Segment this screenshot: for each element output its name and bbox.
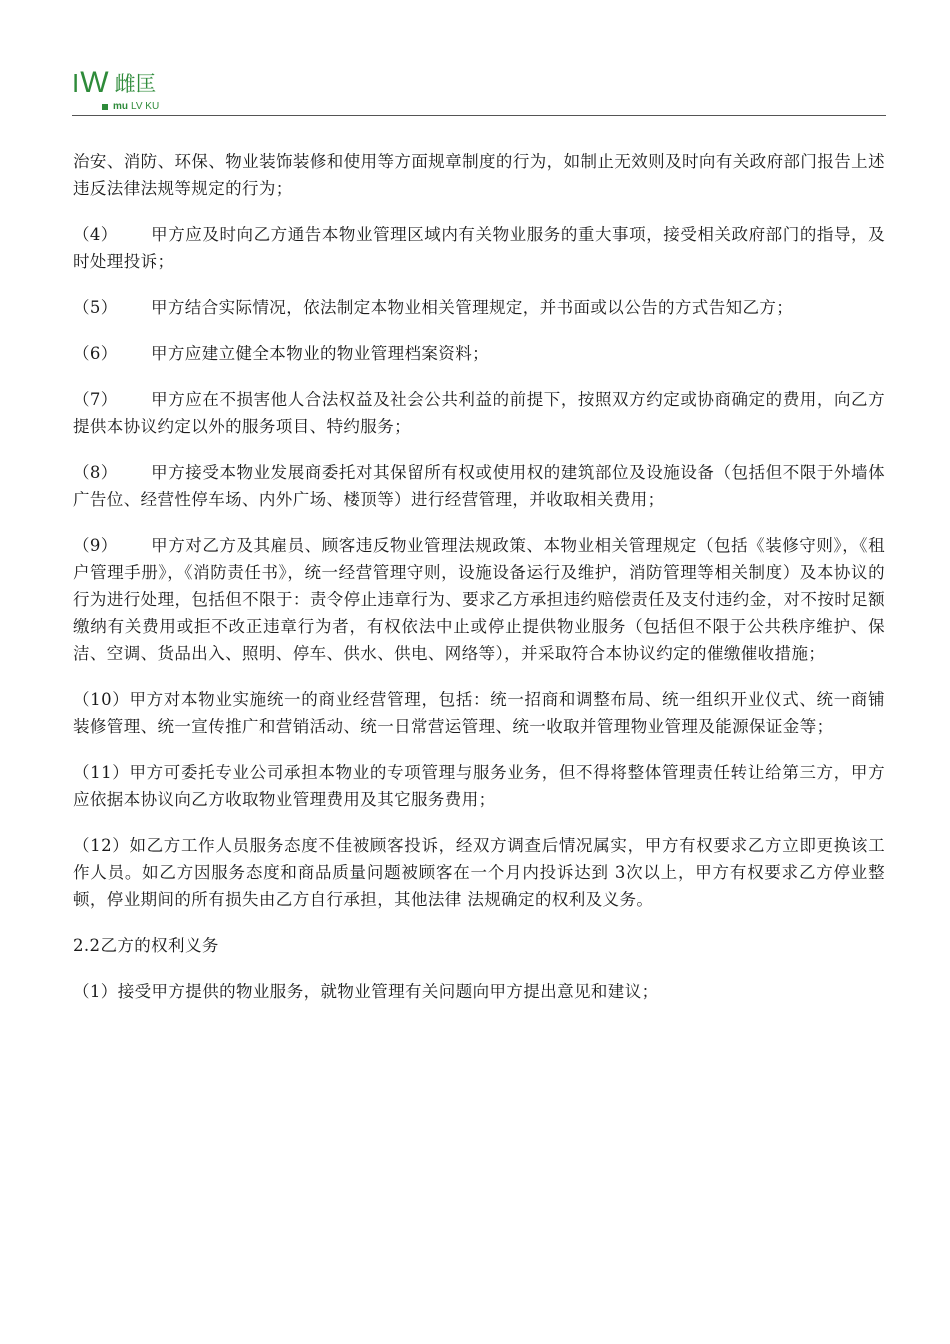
logo-subtitle-rest: LV KU <box>131 101 160 112</box>
paragraph-item-9 <box>73 532 885 667</box>
item-number: （5） <box>73 298 118 317</box>
paragraph-text: 如乙方工作人员服务态度不佳被顾客投诉，经双方调查后情况属实，甲方有权要求乙方立即更换该工作人员。如乙方因服务态度和商品质量问题被顾客在一个月内投诉达到 3次以上，甲方有权要求乙方停业整顿，停业期间的所有损失由乙方自行承担，其他法律 法规确定的权利及义务。 <box>73 836 885 909</box>
paragraph-text: 治安、消防、环保、物业装饰装修和使用等方面规章制度的行为，如制止无效则及时向有关政府部门报告上述违反法律法规等规定的行为； <box>73 152 885 198</box>
paragraph-continuation <box>73 148 885 202</box>
item-number: （11） <box>73 763 130 782</box>
item-number: （4） <box>73 225 118 244</box>
item-number: （9） <box>73 536 118 555</box>
paragraph-text: 甲方应建立健全本物业的物业管理档案资料； <box>151 344 489 363</box>
paragraph-item-8 <box>73 459 885 513</box>
logo-subtitle <box>102 101 159 112</box>
paragraph-text: 甲方对乙方及其雇员、顾客违反物业管理法规政策、本物业相关管理规定（包括《装修守则》，《租户管理手册》，《消防责任书》，统一经营管理守则，设施设备运行及维护，消防管理等相关制度）及本协议的行为进行处理，包括但不限于：责令停止违章行为、要求乙方承担违约赔偿责任及支付违约金，对不按时足额缴纳有关费用或拒不改正违章行为者，有权依法中止或停止提供物业服务（包括但不限于公共秩序维护、保洁、空调、货品出入、照明、停车、供水、供电、网络等），并采取符合本协议约定的催缴催收措施； <box>73 536 885 663</box>
logo-chinese-text: 雌匡 <box>114 72 157 96</box>
paragraph-text: 接受甲方提供的物业服务，就物业管理有关问题向甲方提出意见和建议； <box>117 982 659 1001</box>
paragraph-text: 甲方对本物业实施统一的商业经营管理，包括：统一招商和调整布局、统一组织开业仪式、统一商铺装修管理、统一宣传推广和营销活动、统一日常营运管理、统一收取并管理物业管理及能源保证金等； <box>73 690 885 736</box>
paragraph-item-7 <box>73 386 885 440</box>
item-number: （8） <box>73 463 118 482</box>
header-divider <box>72 115 886 116</box>
page-header <box>72 62 886 116</box>
section-heading-text: 2.2乙方的权利义务 <box>73 936 219 955</box>
company-logo <box>72 62 157 98</box>
paragraph-item-1 <box>73 978 885 1005</box>
paragraph-text: 甲方结合实际情况，依法制定本物业相关管理规定，并书面或以公告的方式告知乙方； <box>151 298 794 317</box>
section-heading <box>73 932 885 959</box>
item-number: （6） <box>73 344 118 363</box>
item-number: （12） <box>73 836 130 855</box>
paragraph-text: 甲方可委托专业公司承担本物业的专项管理与服务业务，但不得将整体管理责任转让给第三方，甲方应依据本协议向乙方收取物业管理费用及其它服务费用； <box>73 763 885 809</box>
document-body <box>73 148 885 1024</box>
item-number: （10） <box>73 690 130 709</box>
logo-subtitle-bold: mu <box>113 101 128 112</box>
paragraph-item-4 <box>73 221 885 275</box>
logo-square-icon <box>102 104 108 110</box>
paragraph-item-12 <box>73 832 885 913</box>
paragraph-item-10 <box>73 686 885 740</box>
logo-letter-i: I <box>72 68 80 98</box>
paragraph-item-5 <box>73 294 885 321</box>
paragraph-text: 甲方接受本物业发展商委托对其保留所有权或使用权的建筑部位及设施设备（包括但不限于外墙体广告位、经营性停车场、内外广场、楼顶等）进行经营管理，并收取相关费用； <box>73 463 885 509</box>
paragraph-text: 甲方应在不损害他人合法权益及社会公共利益的前提下，按照双方约定或协商确定的费用，向乙方提供本协议约定以外的服务项目、特约服务； <box>73 390 885 436</box>
paragraph-item-6 <box>73 340 885 367</box>
item-number: （1） <box>73 982 118 1001</box>
paragraph-text: 甲方应及时向乙方通告本物业管理区域内有关物业服务的重大事项，接受相关政府部门的指导，及时处理投诉； <box>73 225 885 271</box>
paragraph-item-11 <box>73 759 885 813</box>
item-number: （7） <box>73 390 118 409</box>
logo-letter-w: W <box>80 66 109 99</box>
